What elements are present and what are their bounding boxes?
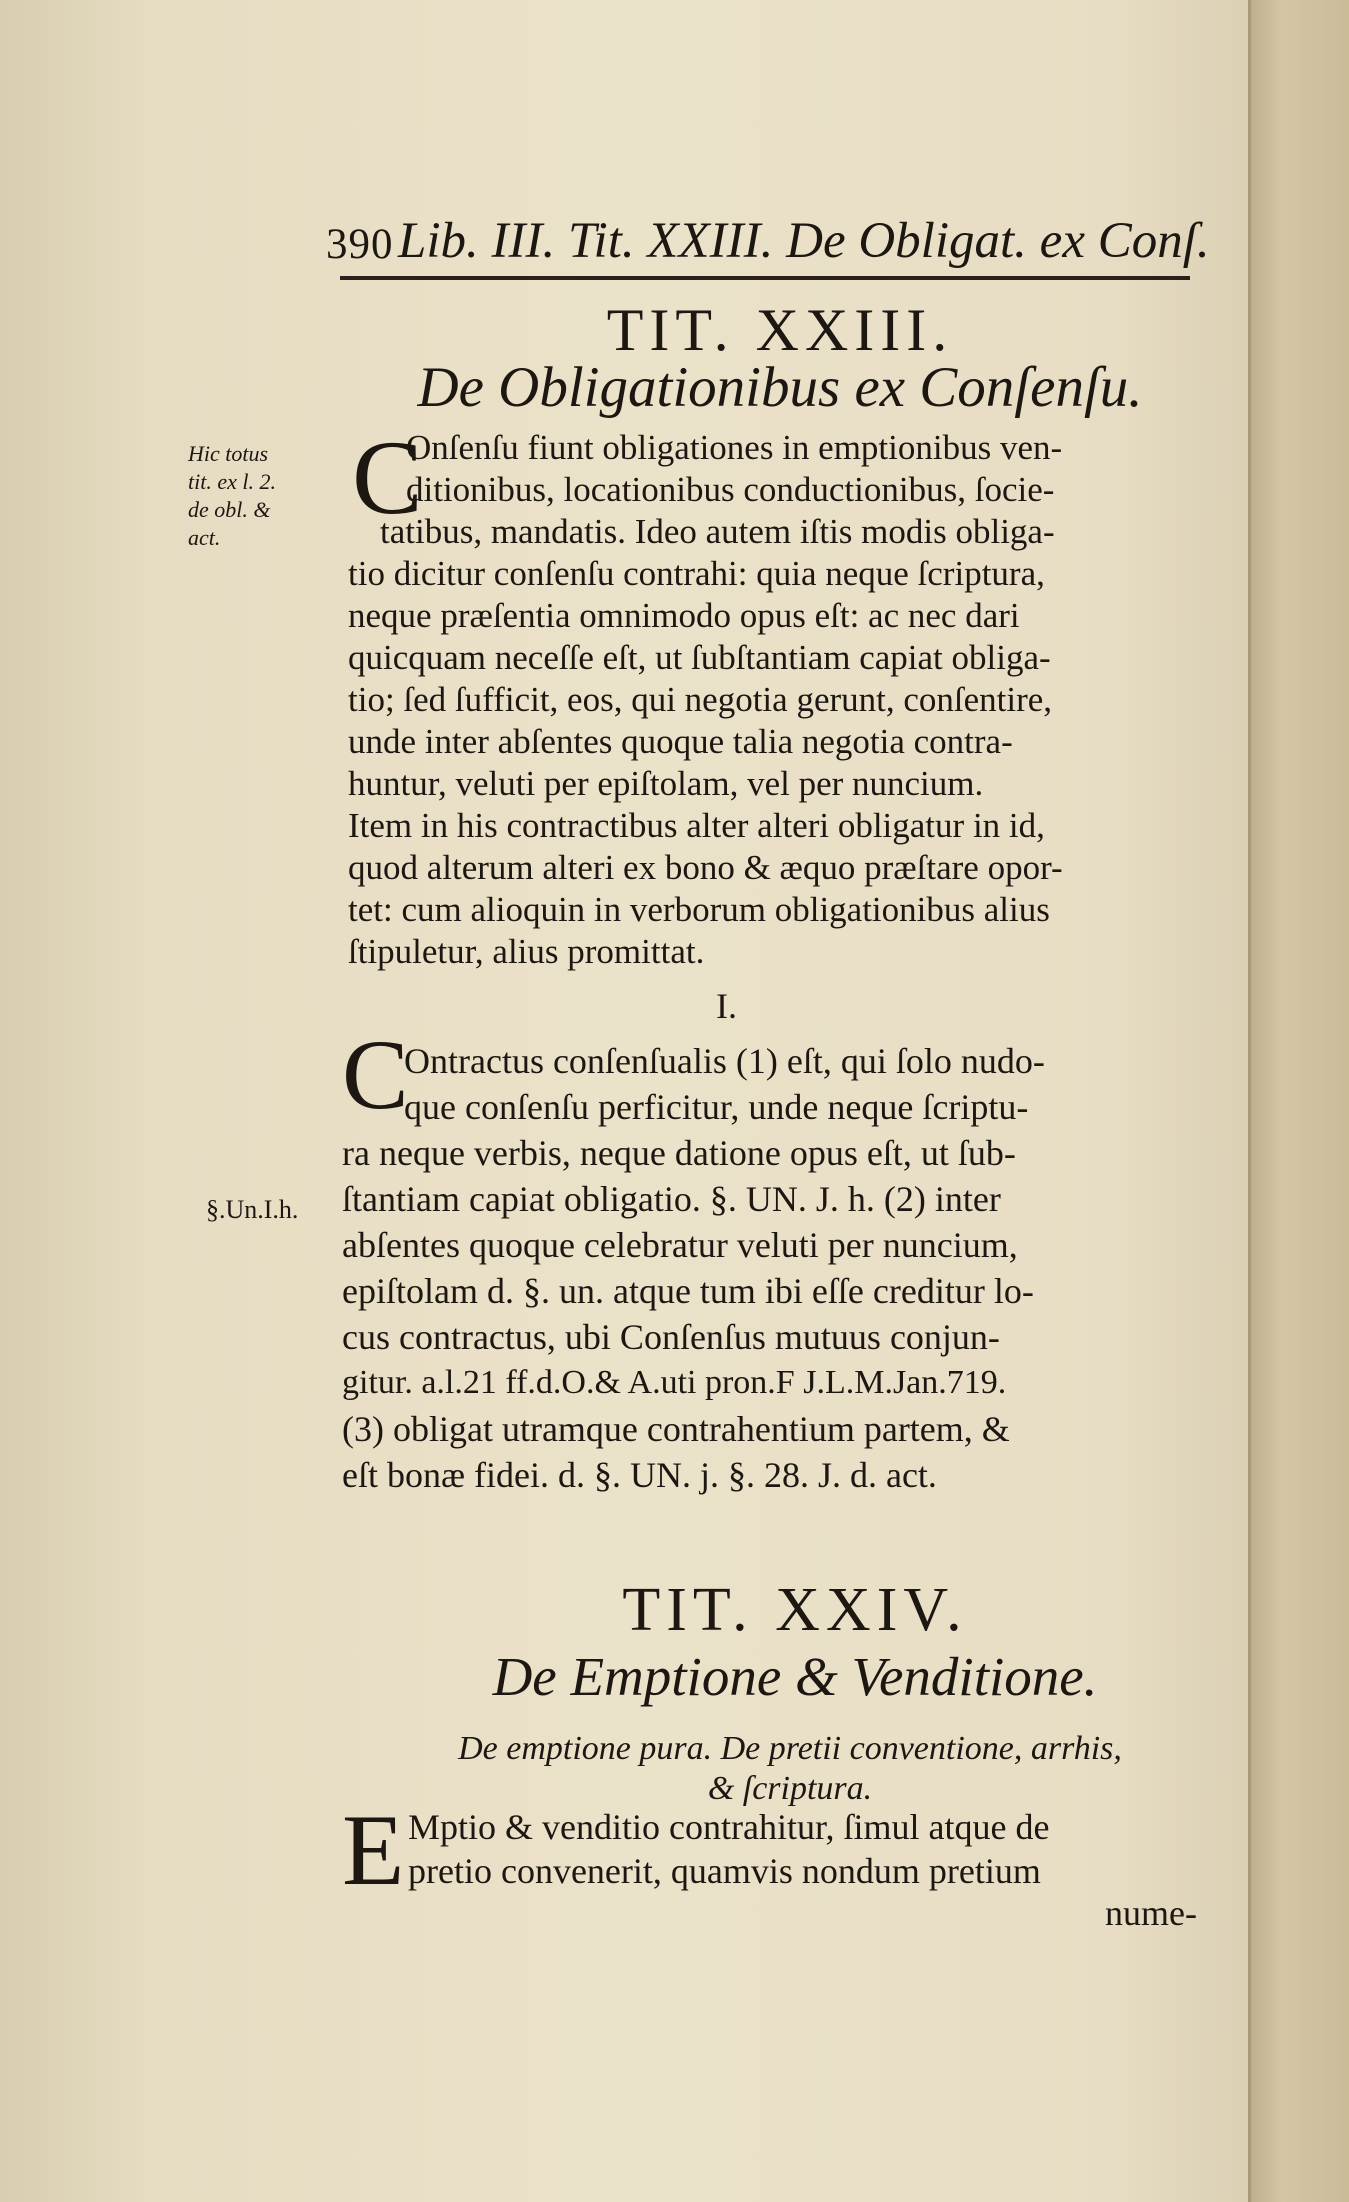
title-23-name: De Obligationibus ex Conſenſu. [417, 356, 1143, 419]
title-23-number: TIT. XXIII. [606, 297, 954, 363]
text-line: tatibus, mandatis. Ideo autem iſtis modis obliga- [380, 512, 1055, 551]
subtitle-line: & ſcriptura. [707, 1770, 873, 1807]
drop-cap: C [352, 419, 423, 536]
text-line: abſentes quoque celebratur veluti per nuncium, [342, 1225, 1018, 1265]
margin-note-2: §.Un.I.h. [206, 1195, 299, 1224]
text-line: huntur, veluti per epiſtolam, vel per nuncium. [348, 764, 984, 803]
text-line: ſtipuletur, alius promittat. [348, 932, 705, 971]
catchword: nume- [1105, 1893, 1197, 1933]
page-number: 390 [326, 221, 394, 268]
text-line: unde inter abſentes quoque talia negotia contra- [348, 722, 1013, 761]
text-line: quicquam neceſſe eſt, ut ſubſtantiam capiat obliga- [348, 638, 1051, 677]
section-number: I. [716, 986, 737, 1026]
text-line: Item in his contractibus alter alteri obligatur in id, [348, 806, 1045, 845]
text-line: tio dicitur conſenſu contrahi: quia neque ſcriptura, [348, 554, 1045, 593]
text-line: pretio convenerit, quamvis nondum pretium [408, 1851, 1041, 1891]
text-line: cus contractus, ubi Conſenſus mutuus conjun- [342, 1317, 1000, 1357]
text-line: eſt bonæ fidei. d. §. UN. j. §. 28. J. d. act. [342, 1455, 937, 1495]
margin-note-line: act. [188, 525, 221, 550]
text-line: tet: cum alioquin in verborum obligationibus alius [348, 890, 1050, 929]
text-line: (3) obligat utramque contrahentium partem, & [342, 1409, 1010, 1449]
text-line: ra neque verbis, neque datione opus eſt, ut ſub- [342, 1133, 1016, 1173]
text-line: Mptio & venditio contrahitur, ſimul atque de [408, 1807, 1050, 1847]
text-line: gitur. a.l.21 ff.d.O.& A.uti pron.F J.L.M.Jan.719. [342, 1364, 1007, 1401]
header-rule [340, 276, 1190, 280]
text-line: que conſenſu perficitur, unde neque ſcriptu- [404, 1087, 1029, 1127]
page-edge [1248, 0, 1349, 2202]
text-line: tio; ſed ſufficit, eos, qui negotia gerunt, conſentire, [348, 680, 1053, 719]
margin-note-1 [188, 440, 276, 552]
title-24-name: De Emptione & Venditione. [492, 1646, 1098, 1707]
title-24-number: TIT. XXIV. [622, 1576, 968, 1644]
text-line: ſtantiam capiat obligatio. §. UN. J. h. (2) inter [342, 1179, 1001, 1219]
text-line: epiſtolam d. §. un. atque tum ibi eſſe creditur lo- [342, 1271, 1034, 1311]
text-line: Ontractus conſenſualis (1) eſt, qui ſolo nudo- [404, 1041, 1045, 1081]
text-line: Onſenſu fiunt obligationes in emptionibus ven- [406, 428, 1063, 467]
text-line: ditionibus, locationibus conductionibus, ſocie- [406, 470, 1055, 509]
subtitle-line: De emptione pura. De pretii conventione, arrhis, [458, 1730, 1122, 1767]
drop-cap: C [342, 1019, 409, 1130]
running-head: Lib. III. Tit. XXIII. De Obligat. ex Conſ. [398, 213, 1210, 269]
margin-note-line: Hic totus [188, 441, 269, 466]
text-line: quod alterum alteri ex bono & æquo præſtare opor- [348, 848, 1063, 887]
text-line: neque præſentia omnimodo opus eſt: ac nec dari [348, 596, 1020, 635]
drop-cap: E [342, 1794, 405, 1907]
margin-note-line: tit. ex l. 2. [188, 469, 276, 494]
margin-note-line: de obl. & [188, 497, 271, 522]
